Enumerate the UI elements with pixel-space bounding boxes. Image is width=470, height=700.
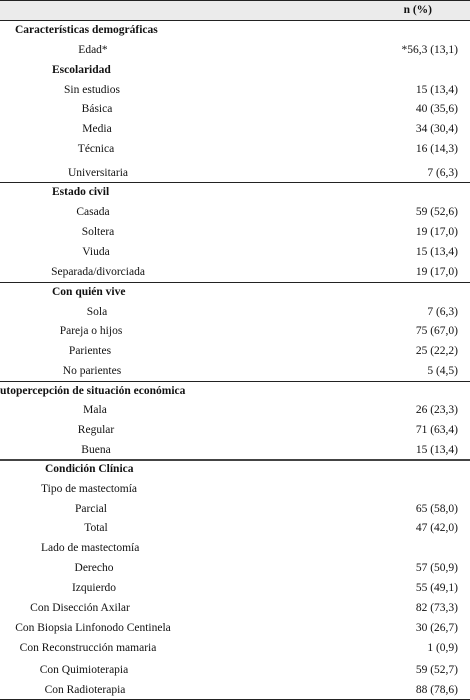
row-value: 5 (4,5) — [427, 365, 458, 377]
row-label: Mala — [83, 404, 107, 416]
row-value: 75 (67,0) — [415, 325, 458, 337]
row-value: 15 (13,4) — [415, 444, 458, 456]
row-value: 65 (58,0) — [415, 503, 458, 515]
row-label: No parientes — [62, 365, 122, 377]
table-row — [0, 363, 470, 379]
table-row — [0, 481, 470, 497]
row-label: Escolaridad — [52, 64, 111, 76]
row-value: 71 (63,4) — [415, 424, 458, 436]
row-label: Edad* — [78, 44, 108, 56]
row-value: 7 (6,3) — [427, 306, 458, 318]
table-row — [0, 141, 470, 157]
row-value: 55 (49,1) — [415, 582, 458, 594]
row-label: Básica — [81, 103, 113, 115]
row-value: 59 (52,6) — [415, 206, 458, 218]
table-row — [0, 204, 470, 220]
table-row — [0, 62, 470, 78]
table-row — [0, 264, 470, 280]
row-label: Parientes — [68, 345, 112, 357]
row-label: Total — [84, 522, 108, 534]
table-header — [0, 0, 470, 20]
row-value: 40 (35,6) — [415, 103, 458, 115]
row-label: Soltera — [81, 226, 115, 238]
row-value: 82 (73,3) — [415, 602, 458, 614]
row-label: Media — [82, 123, 112, 135]
row-separator — [0, 0, 470, 1]
row-label: Con Radioterapia — [44, 684, 126, 696]
row-label: Técnica — [77, 143, 115, 155]
table-row — [0, 323, 470, 339]
table-row — [0, 640, 470, 656]
row-label: Lado de mastectomía — [41, 542, 140, 554]
table-row — [0, 402, 470, 418]
row-value: *56,3 (13,1) — [401, 44, 458, 56]
row-separator — [0, 20, 470, 21]
row-value: 59 (52,7) — [415, 664, 458, 676]
row-value: 30 (26,7) — [415, 622, 458, 634]
row-label: Estado civil — [52, 186, 110, 198]
table-row — [0, 101, 470, 117]
row-separator — [0, 182, 470, 183]
table-row — [0, 383, 470, 399]
row-value: 16 (14,3) — [415, 143, 458, 155]
row-label: Sola — [86, 306, 108, 318]
table-row — [0, 82, 470, 98]
table-row — [0, 540, 470, 556]
row-value: 19 (17,0) — [415, 226, 458, 238]
table-row — [0, 461, 470, 477]
row-label: Universitaria — [67, 167, 129, 179]
row-label: Casada — [76, 206, 110, 218]
row-label: Tipo de mastectomía — [41, 483, 138, 495]
row-label: Condición Clínica — [45, 463, 134, 475]
row-value: 47 (42,0) — [415, 522, 458, 534]
table-row — [0, 620, 470, 636]
header-n-percent: n (%) — [403, 4, 432, 16]
table-row — [0, 343, 470, 359]
row-value: 7 (6,3) — [427, 167, 458, 179]
row-label: Con Quimioterapia — [39, 664, 129, 676]
row-label: Derecho — [74, 562, 114, 574]
table-row — [0, 42, 470, 58]
row-label: Parcial — [75, 503, 107, 515]
row-label: Separada/divorciada — [51, 266, 145, 278]
row-label: Con Reconstrucción mamaria — [19, 642, 157, 654]
row-label: Con Biopsia Linfonodo Centinela — [15, 622, 171, 634]
table-row — [0, 304, 470, 320]
row-label: Viuda — [82, 246, 110, 258]
table-row — [0, 580, 470, 596]
row-label: Con quién vive — [52, 286, 126, 298]
table-row — [0, 121, 470, 137]
row-value: 15 (13,4) — [415, 246, 458, 258]
row-value: 26 (23,3) — [415, 404, 458, 416]
table-row — [0, 600, 470, 616]
row-label: Con Disección Axilar — [30, 602, 130, 614]
row-value: 88 (78,6) — [415, 684, 458, 696]
row-value: 25 (22,2) — [415, 345, 458, 357]
table-row — [0, 520, 470, 536]
table-row — [0, 284, 470, 300]
row-label: Características demográficas — [15, 24, 158, 36]
table-row — [0, 422, 470, 438]
row-value: 57 (50,9) — [415, 562, 458, 574]
table-row — [0, 501, 470, 517]
row-separator — [0, 282, 470, 283]
row-label: Izquierdo — [71, 582, 117, 594]
table-row — [0, 682, 470, 698]
table-row — [0, 184, 470, 200]
row-value: 34 (30,4) — [415, 123, 458, 135]
table-row — [0, 165, 470, 181]
row-label: Regular — [77, 424, 115, 436]
row-label: Buena — [81, 444, 111, 456]
table-row — [0, 560, 470, 576]
table-row — [0, 224, 470, 240]
row-value: 1 (0,9) — [427, 642, 458, 654]
table-row — [0, 442, 470, 458]
table-row — [0, 244, 470, 260]
row-value: 19 (17,0) — [415, 266, 458, 278]
row-label: Sin estudios — [64, 84, 120, 96]
table-row — [0, 662, 470, 678]
row-value: 15 (13,4) — [415, 84, 458, 96]
table-row — [0, 22, 470, 38]
row-separator — [0, 381, 470, 382]
row-label: Pareja o hijos — [59, 325, 123, 337]
row-label: utopercepción de situación económica — [0, 385, 186, 397]
